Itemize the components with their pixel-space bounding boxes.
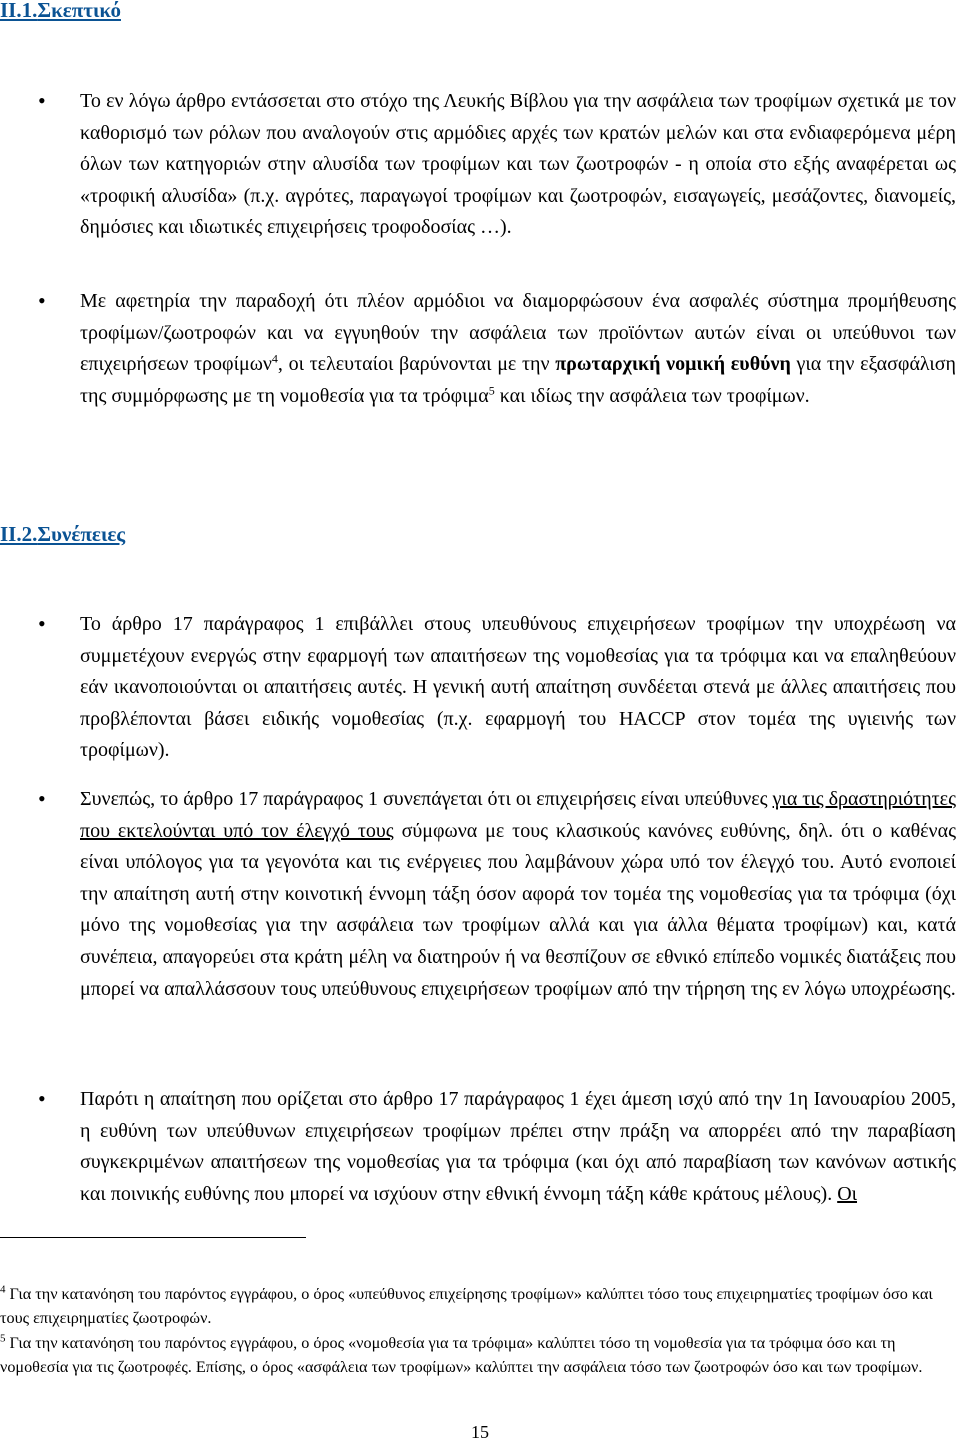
section-number: II.2. <box>0 522 38 546</box>
footnote-ref: 5 <box>488 383 495 398</box>
section-heading-1 <box>0 0 121 22</box>
bullet-icon: • <box>38 786 46 811</box>
section-number: II.1. <box>0 0 38 22</box>
footnote: $^5$ Για την κατανόηση του παρόντος εγγράφου, ο όρος «νομοθεσία για τα τρόφιμα» καλύπτει τόσο τη νομοθεσία για τα τρόφιμα όσο και τη νομοθεσία για τις ζωοτροφές. Επίσης, ο όρος «ασφάλεια των τροφίμων» καλύπτει την ασφάλεια τόσο των ζωοτροφών όσο και των τροφίμων. <box>0 1332 923 1376</box>
paragraph: Συνεπώς, το άρθρο 17 παράγραφος 1 συνεπάγεται ότι οι επιχειρήσεις είναι υπεύθυνες για τις δραστηριότητες που εκτελούνται υπό τον έλεγχό τους σύμφωνα με τους κλασικούς κανόνες ευθύνης, δηλ. ότι ο καθένας είναι υπόλογος για τα γεγονότα και τις ενέργειες που λαμβάνουν χώρα υπό τον έλεγχό του. Αυτό ενοποιεί την απαίτηση αυτή στην κοινοτική έννομη τάξη όσον αφορά τον τομέα της νομοθεσίας για τα τρόφιμα (όχι μόνο της νομοθεσίας για την ασφάλεια των τροφίμων αλλά και για άλλα θέματα τροφίμων) και, κατά συνέπεια, απαγορεύει στα κράτη μέλη να διατηρούν ή να θεσπίζουν σε εθνικό επίπεδο νομικές διατάξεις που μπορεί να απαλλάσσουν τους υπεύθυνους επιχειρήσεων τροφίμων από την τήρηση της εν λόγω υποχρέωσης. <box>80 788 957 1000</box>
footnote: $^4$ Για την κατανόηση του παρόντος εγγράφου, ο όρος «υπεύθυνος επιχείρησης τροφίμων» καλύπτει τόσο τους επιχειρηματίες τροφίμων όσο και τους επιχειρηματίες ζωοτροφών. <box>0 1283 933 1327</box>
section-title: Σκεπτικό <box>37 0 121 22</box>
section-heading-2 <box>0 522 125 546</box>
footnote-ref: 4 <box>271 351 278 366</box>
bullet-icon: • <box>38 288 46 313</box>
bullet-icon: • <box>38 1086 46 1111</box>
paragraph: Παρότι η απαίτηση που ορίζεται στο άρθρο 17 παράγραφος 1 έχει άμεση ισχύ από την 1η Ιανουαρίου 2005, η ευθύνη των υπεύθυνων επιχειρήσεων τροφίμων πρέπει στην πράξη να απορρέει από την παραβίαση συγκεκριμένων απαιτήσεων της νομοθεσίας για τα τρόφιμα (και όχι από παραβίαση των κανόνων αστικής και ποινικής ευθύνης που μπορεί να ισχύουν στην εθνική έννομη τάξη κάθε κράτους μέλους). Οι <box>80 1088 956 1205</box>
page-number: 15 <box>471 1422 489 1442</box>
bullet-icon: • <box>38 88 46 113</box>
footnote-number: 4 <box>0 1283 6 1296</box>
bullet-icon: • <box>38 611 46 636</box>
underlined-text: για τις δραστηριότητες που εκτελούνται υπό τον έλεγχό τους <box>80 788 957 842</box>
underlined-text: Οι <box>837 1182 858 1205</box>
section-title: Συνέπειες <box>37 522 126 546</box>
bold-emphasis: πρωταρχική νομική ευθύνη <box>555 353 791 376</box>
footnote-separator <box>0 1237 306 1238</box>
paragraph: Με αφετηρία την παραδοχή ότι πλέον αρμόδιοι να διαμορφώσουν ένα ασφαλές σύστημα προμήθευσης τροφίμων/ζωοτροφών και να εγγυηθούν την ασφάλεια των προϊόντων αυτών είναι οι υπεύθυνοι των επιχειρήσεων τροφίμων$^4$, οι τελευταίοι βαρύνονται με την πρωταρχική νομική ευθύνη για την εξασφάλιση της συμμόρφωσης με τη νομοθεσία για τα τρόφιμα$^5$ και ιδίως την ασφάλεια των τροφίμων. <box>80 290 956 407</box>
paragraph: Το εν λόγω άρθρο εντάσσεται στο στόχο της Λευκής Βίβλου για την ασφάλεια των τροφίμων σχετικά με τον καθορισμό των ρόλων που αναλογούν στις αρμόδιες αρχές των κρατών μελών και στα ενδιαφερόμενα μέρη όλων των κατηγοριών στην αλυσίδα των τροφίμων και των ζωοτροφών - η οποία στο εξής αναφέρεται ως «τροφική αλυσίδα» (π.χ. αγρότες, παραγωγοί τροφίμων και ζωοτροφών, εισαγωγείς, μεσάζοντες, διανομείς, δημόσιες και ιδιωτικές επιχειρήσεις τροφοδοσίας …). <box>80 90 956 239</box>
paragraph: Το άρθρο 17 παράγραφος 1 επιβάλλει στους υπευθύνους επιχειρήσεων τροφίμων την υποχρέωση να συμμετέχουν ενεργώς στην εφαρμογή των απαιτήσεων της νομοθεσίας για τα τρόφιμα και να επαληθεύουν εάν ικανοποιούνται οι απαιτήσεις αυτές. Η γενική αυτή απαίτηση συνδέεται στενά με άλλες απαιτήσεις που προβλέπονται βάσει ειδικής νομοθεσίας (π.χ. εφαρμογή του HACCP στον τομέα της υγιεινής των τροφίμων). <box>80 613 956 762</box>
footnote-number: 5 <box>0 1332 6 1345</box>
